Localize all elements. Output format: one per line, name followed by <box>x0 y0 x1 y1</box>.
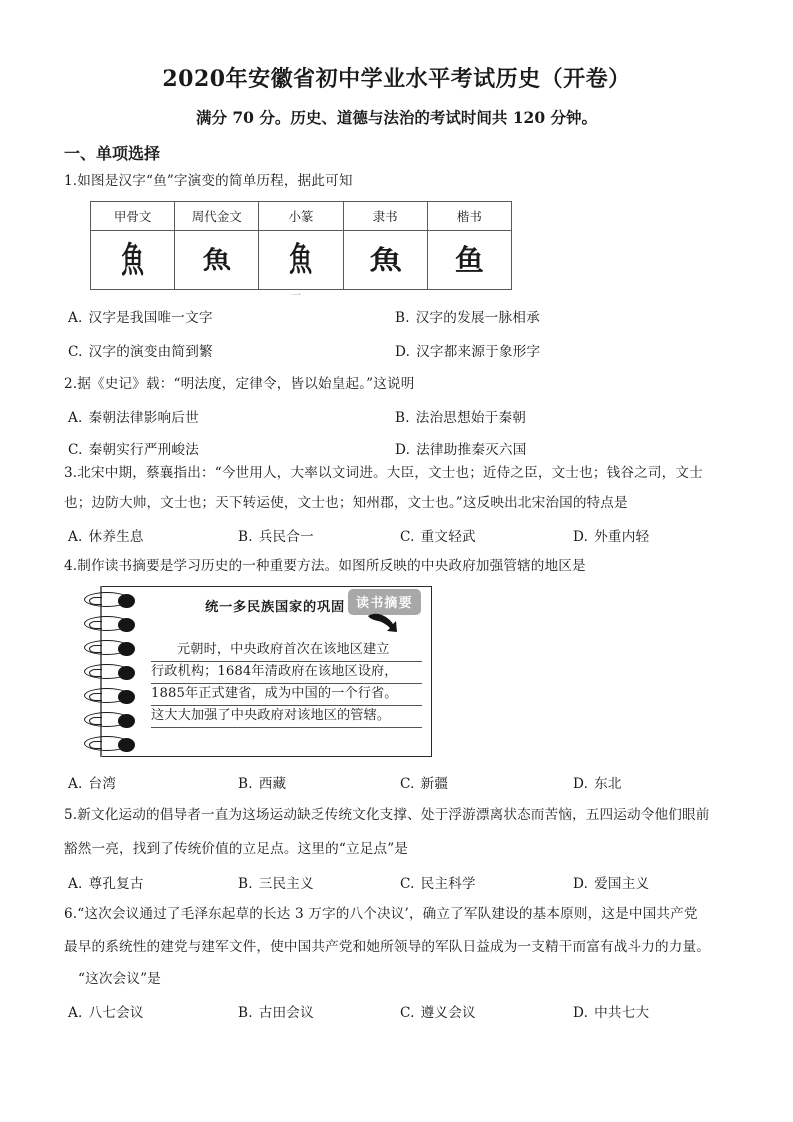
table-glyph-row <box>91 231 512 290</box>
question-5-option-b[interactable] <box>238 872 314 892</box>
option-label: B. <box>238 876 253 892</box>
question-3-stem-line-1: 3.北宋中期，蔡襄指出：“今世用人，大率以文词进。大臣，文士也；近侍之臣，文士也；钱谷之司，文士 <box>64 465 703 481</box>
spiral-ring-inner <box>89 645 102 653</box>
option-text: 秦朝法律影响后世 <box>88 410 199 426</box>
page-title: 2020年安徽省初中学业水平考试历史（开卷） <box>162 66 631 92</box>
option-label: C. <box>400 776 415 792</box>
option-label: D. <box>573 776 589 792</box>
option-label: B. <box>395 410 410 426</box>
option-text: 秦朝实行严刑峻法 <box>88 442 199 458</box>
table-glyph-cell <box>175 231 259 290</box>
notebook-body <box>151 640 422 728</box>
option-text: 法治思想始于秦朝 <box>415 410 527 426</box>
option-label: A. <box>68 310 83 326</box>
table-header-cell: 小篆 <box>259 202 343 231</box>
spiral-ring-inner <box>89 669 102 677</box>
spiral-ring-inner <box>89 621 102 629</box>
option-text: 外重内轻 <box>594 529 650 545</box>
question-6-stem-line-2: 最早的系统性的建党与建军文件，使中国共产党和她所领导的军队日益成为一支精干而富有战斗力的力量。 <box>64 939 710 955</box>
option-text: 台湾 <box>88 776 117 792</box>
notebook-line: 这大大加强了中央政府对该地区的管辖。 <box>151 706 422 728</box>
question-3-option-c[interactable] <box>400 525 476 545</box>
spiral-ring <box>84 736 130 751</box>
option-label: D. <box>573 1005 589 1021</box>
option-text: 新疆 <box>420 776 449 792</box>
question-1-option-c[interactable] <box>68 340 213 360</box>
option-label: A. <box>68 529 83 545</box>
notebook-heading: 统一多民族国家的巩固 <box>205 600 345 615</box>
table-header-cell: 隶书 <box>343 202 427 231</box>
seal-script-glyph: 魚 <box>289 239 313 279</box>
spiral-ring <box>84 712 130 727</box>
option-text: 兵民合一 <box>258 529 314 545</box>
option-label: A. <box>68 1005 83 1021</box>
spiral-ring <box>84 688 130 703</box>
option-text: 重文轻武 <box>420 529 476 545</box>
option-label: C. <box>400 876 415 892</box>
question-1-option-a[interactable] <box>68 306 213 326</box>
option-text: 民主科学 <box>420 876 476 892</box>
question-5-option-a[interactable] <box>68 872 144 892</box>
option-text: 古田会议 <box>258 1005 314 1021</box>
option-text: 汉字是我国唯一文字 <box>88 310 213 326</box>
spiral-ring-bead <box>118 714 135 728</box>
question-6-option-a[interactable] <box>68 1001 144 1021</box>
spiral-ring-bead <box>118 738 135 752</box>
spiral-ring-bead <box>118 690 135 704</box>
clerical-script-glyph: 魚 <box>368 244 402 275</box>
spiral-ring-inner <box>89 741 102 749</box>
spiral-ring-inner <box>89 693 102 701</box>
option-label: D. <box>573 876 589 892</box>
option-label: D. <box>395 442 411 458</box>
notebook-spiral-rings <box>84 592 150 754</box>
option-label: B. <box>395 310 410 326</box>
stray-mark: 一 <box>292 291 302 301</box>
question-3-stem-line-2: 也；边防大帅，文士也；天下转运使，文士也；知州郡，文士也。”这反映出北宋治国的特点是 <box>64 495 628 511</box>
spiral-ring-bead <box>118 666 135 680</box>
option-label: C. <box>400 529 415 545</box>
question-4-option-a[interactable] <box>68 772 116 792</box>
question-6-option-c[interactable] <box>400 1001 476 1021</box>
option-text: 遵义会议 <box>420 1005 476 1021</box>
table-glyph-cell <box>427 231 511 290</box>
notebook-line: 行政机构；1684年清政府在该地区设府， <box>151 662 422 684</box>
option-label: B. <box>238 1005 253 1021</box>
option-label: D. <box>573 529 589 545</box>
question-2-option-b[interactable] <box>395 406 526 426</box>
spiral-ring <box>84 664 130 679</box>
question-2-stem: 2.据《史记》载：“明法度，定律令，皆以始皇起。”这说明 <box>64 376 415 392</box>
spiral-ring <box>84 640 130 655</box>
option-label: C. <box>68 442 83 458</box>
option-label: A. <box>68 876 83 892</box>
option-text: 八七会议 <box>88 1005 144 1021</box>
option-text: 汉字的发展一脉相承 <box>415 310 540 326</box>
table-glyph-cell <box>343 231 427 290</box>
oracle-bone-glyph: 魚 <box>121 238 144 281</box>
question-4-option-b[interactable] <box>238 772 286 792</box>
option-label: D. <box>395 344 411 360</box>
question-3-option-d[interactable] <box>573 525 649 545</box>
option-label: A. <box>68 410 83 426</box>
spiral-ring-bead <box>118 642 135 656</box>
question-6-stem-line-1: 6.“这次会议通过了毛泽东起草的长达 3 万字的八个决议’，确立了军队建设的基本原则，这是中国共产党 <box>64 906 698 922</box>
question-5-stem-line-2: 豁然一亮，找到了传统价值的立足点。这里的“立足点”是 <box>64 841 409 857</box>
question-1-stem: 1.如图是汉字“鱼”字演变的简单历程，据此可知 <box>64 173 353 189</box>
question-2-option-d[interactable] <box>395 438 527 458</box>
table-header-row <box>91 202 512 231</box>
pointing-hand-icon <box>366 612 400 636</box>
option-text: 汉字的演变由简到繁 <box>88 344 213 360</box>
question-1-option-b[interactable] <box>395 306 540 326</box>
option-text: 三民主义 <box>258 876 314 892</box>
option-text: 尊孔复古 <box>88 876 144 892</box>
bronze-script-glyph: 魚 <box>202 245 232 275</box>
page-subtitle: 满分 70 分。历史、道德与法治的考试时间共 120 分钟。 <box>195 108 597 127</box>
option-label: B. <box>238 529 253 545</box>
option-text: 法律助推秦灭六国 <box>416 442 527 458</box>
table-header-cell: 楷书 <box>427 202 511 231</box>
option-label: C. <box>68 344 83 360</box>
option-text: 爱国主义 <box>594 876 650 892</box>
question-4-stem: 4.制作读书摘要是学习历史的一种重要方法。如图所反映的中央政府加强管辖的地区是 <box>64 558 586 574</box>
character-evolution-table <box>90 201 512 290</box>
reading-summary-badge: 读书摘要 <box>348 589 421 615</box>
table-header-cell: 周代金文 <box>175 202 259 231</box>
spiral-ring <box>84 616 130 631</box>
option-label: A. <box>68 776 83 792</box>
table-glyph-cell <box>91 231 175 290</box>
option-label: C. <box>400 1005 415 1021</box>
regular-script-glyph: 鱼 <box>454 242 484 277</box>
option-text: 西藏 <box>258 776 287 792</box>
notebook-line: 1885年正式建省，成为中国的一个行省。 <box>151 684 422 706</box>
question-6-stem-line-3: “这次会议”是 <box>78 971 161 987</box>
section-heading: 一、单项选择 <box>64 144 161 163</box>
question-5-stem-line-1: 5.新文化运动的倡导者一直为这场运动缺乏传统文化支撑、处于浮游漂离状态而苦恼，五四运动令他们眼前 <box>64 807 710 823</box>
question-1-option-d[interactable] <box>395 340 540 360</box>
option-label: B. <box>238 776 253 792</box>
option-text: 中共七大 <box>594 1005 650 1021</box>
question-4-option-c[interactable] <box>400 772 448 792</box>
option-text: 东北 <box>594 776 622 792</box>
question-5-option-d[interactable] <box>573 872 649 892</box>
question-6-option-b[interactable] <box>238 1001 314 1021</box>
question-3-option-b[interactable] <box>238 525 314 545</box>
spiral-ring-inner <box>89 717 102 725</box>
question-2-option-c[interactable] <box>68 438 199 458</box>
question-3-option-a[interactable] <box>68 525 144 545</box>
option-text: 汉字都来源于象形字 <box>416 344 541 360</box>
table-header-cell: 甲骨文 <box>91 202 175 231</box>
question-6-option-d[interactable] <box>573 1001 649 1021</box>
notebook-line: 元朝时，中央政府首次在该地区建立 <box>151 640 422 662</box>
question-4-option-d[interactable] <box>573 772 622 792</box>
option-text: 休养生息 <box>88 529 144 545</box>
table-glyph-cell <box>259 231 343 290</box>
question-5-option-c[interactable] <box>400 872 476 892</box>
question-2-option-a[interactable] <box>68 406 199 426</box>
spiral-ring-bead <box>118 618 135 632</box>
